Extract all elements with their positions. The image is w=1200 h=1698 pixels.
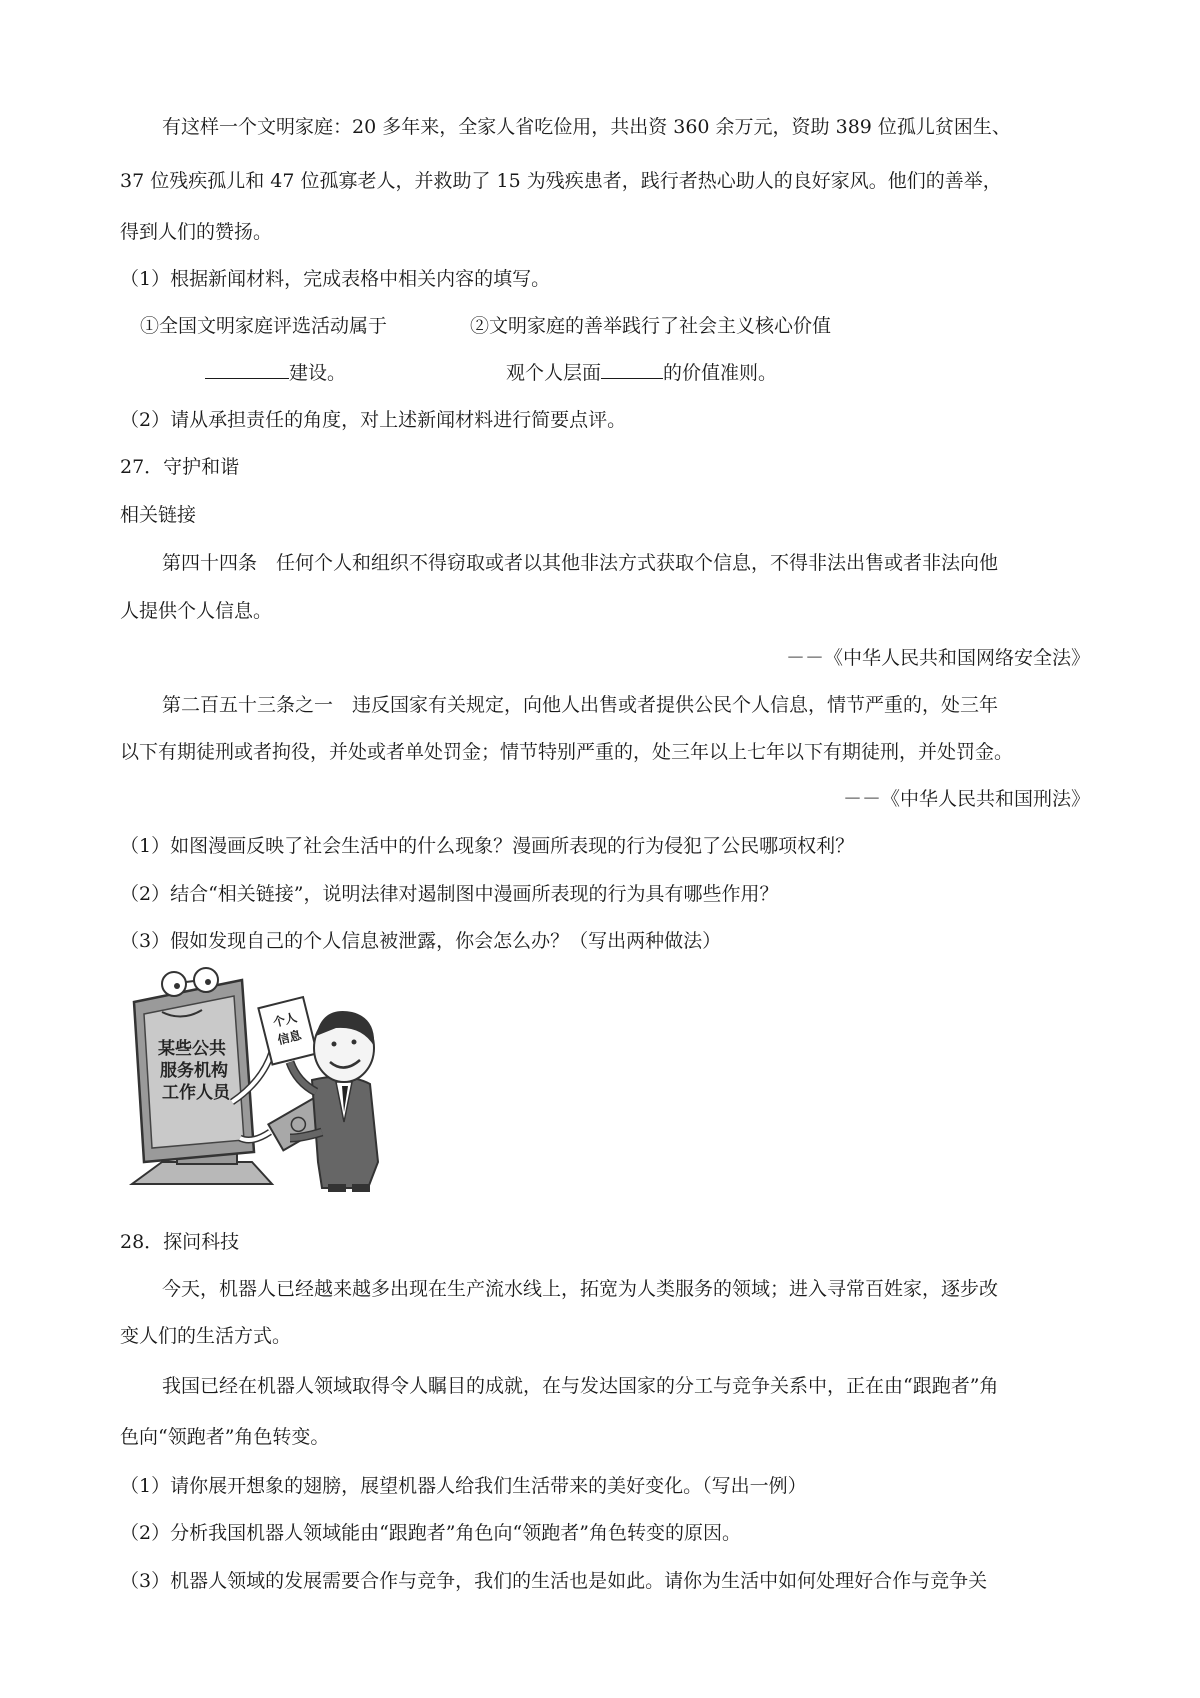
q26-intro-line-2: 37 位残疾孤儿和 47 位孤寡老人，并救助了 15 为残疾患者，践行者热心助人的良好家风。他们的善举， — [120, 170, 1002, 192]
cartoon-info-paper — [258, 997, 317, 1064]
cartoon-screen-text-1: 某些公共 — [158, 1039, 226, 1059]
q26-cell2-prefix: 观个人层面 — [506, 362, 602, 384]
q28-title: 28．探问科技 — [120, 1231, 240, 1253]
q26-subquestion-1: （1）根据新闻材料，完成表格中相关内容的填写。 — [120, 268, 551, 290]
q26-table-cell-1-top: ①全国文明家庭评选活动属于 — [140, 315, 388, 337]
cartoon-illustration — [122, 962, 392, 1194]
answer-blank-1[interactable] — [205, 358, 289, 379]
q26-cell2-suffix: 的价值准则。 — [663, 362, 778, 384]
q27-law2-source: －－《中华人民共和国刑法》 — [842, 788, 1090, 810]
q28-subquestion-1: （1）请你展开想象的翅膀，展望机器人给我们生活带来的美好变化。（写出一例） — [120, 1475, 807, 1497]
q26-cell1-suffix: 建设。 — [289, 362, 347, 384]
q27-title: 27．守护和谐 — [120, 456, 240, 478]
q28-para2-line-1: 我国已经在机器人领域取得令人瞩目的成就，在与发达国家的分工与竞争关系中，正在由“跟跑者”角 — [162, 1375, 999, 1397]
answer-blank-2[interactable] — [601, 358, 663, 379]
q27-links-heading: 相关链接 — [120, 504, 197, 526]
q27-law2-line-1: 第二百五十三条之一 违反国家有关规定，向他人出售或者提供公民个人信息，情节严重的，处三年 — [162, 694, 999, 716]
q28-para1-line-2: 变人们的生活方式。 — [120, 1325, 292, 1347]
cartoon-paper-text-2: 信息 — [276, 1027, 303, 1048]
q27-law1-line-1: 第四十四条 任何个人和组织不得窃取或者以其他非法方式获取个信息，不得非法出售或者非法向他 — [162, 552, 999, 574]
q26-table-cell-2-bottom — [506, 358, 926, 388]
q27-law1-line-2: 人提供个人信息。 — [120, 600, 273, 622]
q28-subquestion-3: （3）机器人领域的发展需要合作与竞争，我们的生活也是如此。请你为生活中如何处理好合作与竞争关 — [120, 1570, 988, 1592]
cartoon-paper-text-1: 个人 — [271, 1010, 299, 1030]
q26-intro-line-3: 得到人们的赞扬。 — [120, 221, 273, 243]
q27-subquestion-3: （3）假如发现自己的个人信息被泄露，你会怎么办？（写出两种做法） — [120, 930, 722, 952]
q26-table-cell-2-top: ②文明家庭的善举践行了社会主义核心价值 — [470, 315, 832, 337]
q26-subquestion-2: （2）请从承担责任的角度，对上述新闻材料进行简要点评。 — [120, 409, 627, 431]
q26-table-cell-1-bottom — [205, 358, 465, 388]
q27-subquestion-1: （1）如图漫画反映了社会生活中的什么现象？漫画所表现的行为侵犯了公民哪项权利？ — [120, 835, 855, 857]
q27-law1-source: －－《中华人民共和国网络安全法》 — [785, 647, 1090, 669]
q26-intro-line-1: 有这样一个文明家庭：20 多年来，全家人省吃俭用，共出资 360 余万元，资助 389 位孤儿贫困生、 — [162, 116, 1011, 138]
q28-subquestion-2: （2）分析我国机器人领域能由“跟跑者”角色向“领跑者”角色转变的原因。 — [120, 1522, 741, 1544]
q28-para2-line-2: 色向“领跑者”角色转变。 — [120, 1426, 330, 1448]
cartoon-screen-text-2: 服务机构 — [160, 1061, 228, 1081]
q27-subquestion-2: （2）结合“相关链接”，说明法律对遏制图中漫画所表现的行为具有哪些作用？ — [120, 883, 779, 905]
q27-law2-line-2: 以下有期徒刑或者拘役，并处或者单处罚金；情节特别严重的，处三年以上七年以下有期徒刑，并处罚金。 — [120, 741, 1014, 763]
cartoon-screen-text-3: 工作人员 — [162, 1083, 230, 1103]
q28-para1-line-1: 今天，机器人已经越来越多出现在生产流水线上，拓宽为人类服务的领域；进入寻常百姓家，逐步改 — [162, 1278, 999, 1300]
